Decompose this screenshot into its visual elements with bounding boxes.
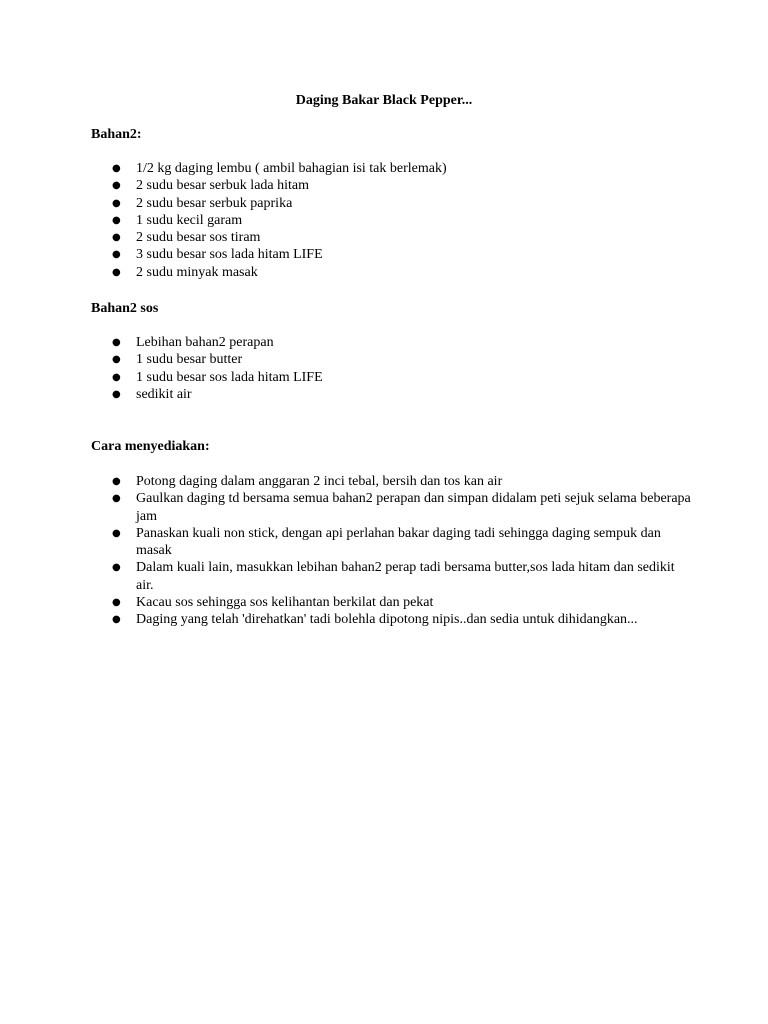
list-item: ● Lebihan bahan2 perapan — [112, 335, 274, 350]
list-item: ● Kacau sos sehingga sos kelihantan berkilat dan pekat — [112, 595, 434, 611]
list-item: ● 2 sudu besar serbuk lada hitam — [112, 178, 310, 194]
ingredient-list — [91, 160, 691, 281]
list-item: ● 2 sudu besar sos tiram — [112, 230, 261, 246]
list-item: ● Panaskan kuali non stick, dengan api perlahan bakar daging tadi sehingga daging sempuk dan masak — [112, 525, 661, 559]
bullet-icon: ● — [112, 614, 121, 626]
list-item: ● Daging yang telah 'direhatkan' tadi bolehla dipotong nipis..dan sedia untuk dihidangkan... — [112, 612, 638, 628]
bullet-icon: ● — [112, 266, 121, 278]
list-item: ● Gaulkan daging td bersama semua bahan2 perapan dan simpan didalam peti sejuk selama beberapa jam — [112, 491, 691, 524]
bullet-icon: ● — [112, 163, 121, 174]
section-heading-bahan-sos: Bahan2 sos — [91, 301, 159, 316]
bullet-icon: ● — [112, 493, 121, 505]
list-item: ● Potong daging dalam anggaran 2 inci tebal, bersih dan tos kan air — [112, 474, 503, 489]
bullet-icon: ● — [112, 180, 121, 192]
list-item: ● sedikit air — [112, 386, 192, 402]
bullet-icon: ● — [112, 388, 121, 400]
list-item: ● 1/2 kg daging lembu ( ambil bahagian isi tak berlemak) — [112, 161, 447, 176]
section-heading-cara: Cara menyediakan: — [91, 439, 210, 454]
bullet-icon: ● — [112, 371, 121, 383]
list-item: ● 2 sudu besar serbuk paprika — [112, 195, 293, 211]
bullet-icon: ● — [112, 562, 121, 574]
list-item: ● 1 sudu kecil garam — [112, 212, 243, 228]
section-heading-bahan: Bahan2: — [91, 127, 142, 142]
list-item: ● Dalam kuali lain, masukkan lebihan bahan2 perap tadi bersama butter,sos lada hitam dan sedikit air. — [112, 560, 675, 593]
list-item: ● 1 sudu besar sos lada hitam LIFE — [112, 369, 323, 385]
bullet-icon: ● — [112, 337, 121, 348]
list-item: ● 2 sudu minyak masak — [112, 264, 258, 280]
document-title: Daging Bakar Black Pepper... — [295, 93, 473, 108]
bullet-icon: ● — [112, 232, 121, 244]
bullet-icon: ● — [112, 597, 121, 609]
bullet-icon: ● — [112, 527, 121, 539]
bullet-icon: ● — [112, 214, 121, 226]
sauce-ingredient-list — [91, 334, 691, 403]
method-list — [91, 473, 691, 629]
list-item: ● 1 sudu besar butter — [112, 352, 243, 368]
bullet-icon: ● — [112, 197, 121, 209]
bullet-icon: ● — [112, 249, 121, 261]
list-item: ● 3 sudu besar sos lada hitam LIFE — [112, 247, 323, 263]
bullet-icon: ● — [112, 476, 121, 487]
bullet-icon: ● — [112, 354, 121, 366]
